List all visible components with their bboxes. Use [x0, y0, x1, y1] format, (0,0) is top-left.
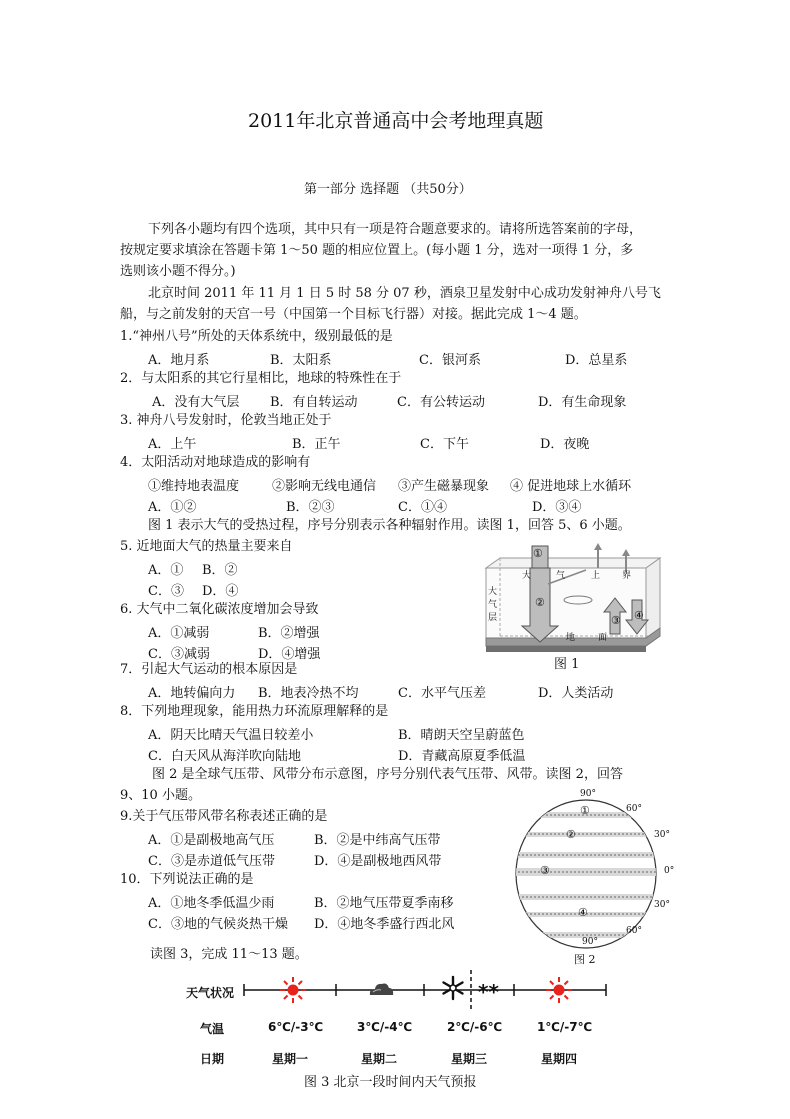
question-stem: 1.“神州八号”所处的天体系统中，级别最低的是	[120, 329, 393, 344]
day-thursday: 星期四	[541, 1052, 578, 1066]
option-d: D．有生命现象	[538, 395, 627, 410]
option-c: C．下午	[420, 437, 469, 452]
figure-3-timeline	[0, 970, 790, 1010]
fig1-layer-char: 层	[488, 613, 498, 623]
option-a: A．上午	[148, 437, 197, 452]
option-a: A．①减弱	[148, 626, 210, 641]
snow-icon	[440, 975, 466, 1001]
fig1-top-char: 气	[556, 571, 566, 581]
option-c: C．③减弱	[148, 647, 210, 662]
fig2-label-2: ②	[566, 828, 576, 841]
option-c: C．银河系	[419, 353, 481, 368]
option-b: B．地表冷热不均	[258, 686, 359, 701]
option-c: C．①④	[398, 500, 447, 515]
question-stem: 2．与太阳系的其它行星相比，地球的特殊性在于	[120, 371, 402, 386]
fig2-label-1: ①	[580, 804, 590, 817]
fig1-layer-char: 气	[488, 600, 498, 610]
fig2-label-4: ④	[578, 906, 588, 919]
statement-item: ③产生磁暴现象	[398, 479, 490, 494]
fig1-label-3: ③	[611, 614, 621, 627]
temp-thursday: 1℃/-7℃	[537, 1020, 593, 1034]
option-d: D．④	[202, 584, 239, 599]
sun-icon	[546, 977, 572, 1003]
option-a: A．①	[148, 563, 184, 578]
question-stem: 6. 大气中二氧化碳浓度增加会导致	[120, 602, 319, 617]
option-a: A．没有大气层	[152, 395, 240, 410]
statement-item: ②影响无线电通信	[272, 479, 377, 494]
option-b: B．②增强	[258, 626, 320, 641]
option-b: B．晴朗天空呈蔚蓝色	[398, 728, 525, 743]
option-c: C．有公转运动	[397, 395, 485, 410]
figure-intro: 图 2 是全球气压带、风带分布示意图，序号分别代表气压带、风带。读图 2，回答	[152, 767, 623, 782]
lat-60-bottom: 60°	[626, 926, 642, 936]
fig1-top-char: 界	[622, 571, 632, 581]
intro-line: 北京时间 2011 年 11 月 1 日 5 时 58 分 07 秒，酒泉卫星发射中心成功发射神舟八号飞	[148, 286, 661, 301]
option-c: C．③是赤道低气压带	[148, 854, 275, 869]
option-d: D．④地冬季盛行西北风	[314, 917, 455, 932]
option-a: A．地月系	[148, 353, 210, 368]
day-monday: 星期一	[272, 1052, 309, 1066]
page-title: 2011年北京普通高中会考地理真题	[248, 110, 544, 132]
question-stem: 3. 神舟八号发射时，伦敦当地正处于	[120, 413, 332, 428]
lat-30-top: 30°	[654, 830, 670, 840]
temp-tuesday: 3℃/-4℃	[357, 1020, 413, 1034]
option-c: C．③	[148, 584, 184, 599]
option-a: A．①地冬季低温少雨	[148, 896, 275, 911]
option-a: A．地转偏向力	[148, 686, 236, 701]
option-c: C．水平气压差	[398, 686, 486, 701]
fig2-label-3: ③	[540, 864, 550, 877]
lat-0: 0°	[664, 866, 675, 876]
fig1-top-char: 大	[522, 571, 532, 581]
option-a: A．①是副极地高气压	[148, 833, 275, 848]
day-wednesday: 星期三	[451, 1052, 488, 1066]
fig1-ground-char: 面	[598, 633, 608, 643]
lat-30-bottom: 30°	[654, 900, 670, 910]
option-a: A．①②	[148, 500, 197, 515]
instruction-line: 下列各小题均有四个选项，其中只有一项是符合题意要求的。请将所选答案前的字母，	[148, 222, 643, 237]
figure-intro: 读图 3，完成 11～13 题。	[150, 947, 308, 962]
row-label-temp: 气温	[200, 1022, 225, 1036]
statement-item: ①维持地表温度	[148, 479, 240, 494]
statement-item: ④ 促进地球上水循环	[510, 479, 632, 494]
fig1-label-4: ④	[634, 609, 644, 622]
option-b: B．正午	[292, 437, 341, 452]
lat-90-bottom: 90°	[582, 937, 598, 947]
figure-1-diagram	[482, 542, 664, 662]
option-d: D．④是副极地西风带	[314, 854, 442, 869]
option-b: B．②	[202, 563, 238, 578]
question-stem: 10．下列说法正确的是	[120, 872, 254, 887]
option-b: B．有自转运动	[270, 395, 358, 410]
fig1-label-1: ①	[533, 547, 543, 560]
temp-wednesday: 2℃/-6℃	[447, 1020, 503, 1034]
option-d: D．总星系	[565, 353, 628, 368]
fig1-ground-char: 地	[566, 633, 576, 643]
option-b: B．②是中纬高气压带	[314, 833, 441, 848]
question-stem: 4．太阳活动对地球造成的影响有	[120, 455, 311, 470]
figure-intro: 图 1 表示大气的受热过程，序号分别表示各种辐射作用。读图 1，回答 5、6 小题。	[148, 518, 631, 533]
instruction-line: 选则该小题不得分。)	[120, 264, 236, 279]
option-d: D．青藏高原夏季低温	[398, 749, 526, 764]
question-stem: 9.关于气压带风带名称表述正确的是	[120, 809, 328, 824]
question-stem: 7．引起大气运动的根本原因是	[120, 662, 298, 677]
intro-line: 船，与之前发射的天宫一号（中国第一个目标飞行器）对接。据此完成 1～4 题。	[120, 307, 587, 322]
figure-3-caption: 图 3 北京一段时间内天气预报	[304, 1075, 477, 1090]
lat-90-top: 90°	[580, 789, 596, 799]
option-b: B．②地气压带夏季南移	[314, 896, 454, 911]
fig1-top-char: 上	[591, 571, 601, 581]
option-b: B．太阳系	[270, 353, 332, 368]
option-d: D．④增强	[258, 647, 321, 662]
option-a: A．阴天比晴天气温日较差小	[148, 728, 314, 743]
figure-intro: 9、10 小题。	[120, 788, 201, 803]
option-d: D．夜晚	[540, 437, 590, 452]
question-stem: 5. 近地面大气的热量主要来自	[120, 539, 293, 554]
row-label-weather: 天气状况	[186, 986, 235, 1000]
part-title: 第一部分 选择题 （共50分）	[304, 182, 472, 197]
option-c: C．白天风从海洋吹向陆地	[148, 749, 301, 764]
figure-1-caption: 图 1	[554, 657, 580, 672]
option-d: D．人类活动	[538, 686, 614, 701]
fig1-label-2: ②	[535, 596, 545, 609]
snow-small-icon: **	[478, 980, 499, 1004]
figure-2-caption: 图 2	[574, 953, 596, 966]
sun-icon	[280, 977, 306, 1003]
day-tuesday: 星期二	[361, 1052, 398, 1066]
question-stem: 8．下列地理现象，能用热力环流原理解释的是	[120, 704, 389, 719]
option-c: C．③地的气候炎热干燥	[148, 917, 288, 932]
option-b: B．②③	[286, 500, 335, 515]
fig1-layer-char: 大	[488, 587, 498, 597]
temp-monday: 6℃/-3℃	[268, 1020, 324, 1034]
option-d: D．③④	[532, 500, 582, 515]
lat-60-top: 60°	[626, 804, 642, 814]
row-label-date: 日期	[200, 1052, 225, 1066]
instruction-line: 按规定要求填涂在答题卡第 1～50 题的相应位置上。(每小题 1 分，选对一项得 1 分，多	[120, 243, 634, 258]
cloud-icon	[367, 980, 395, 998]
